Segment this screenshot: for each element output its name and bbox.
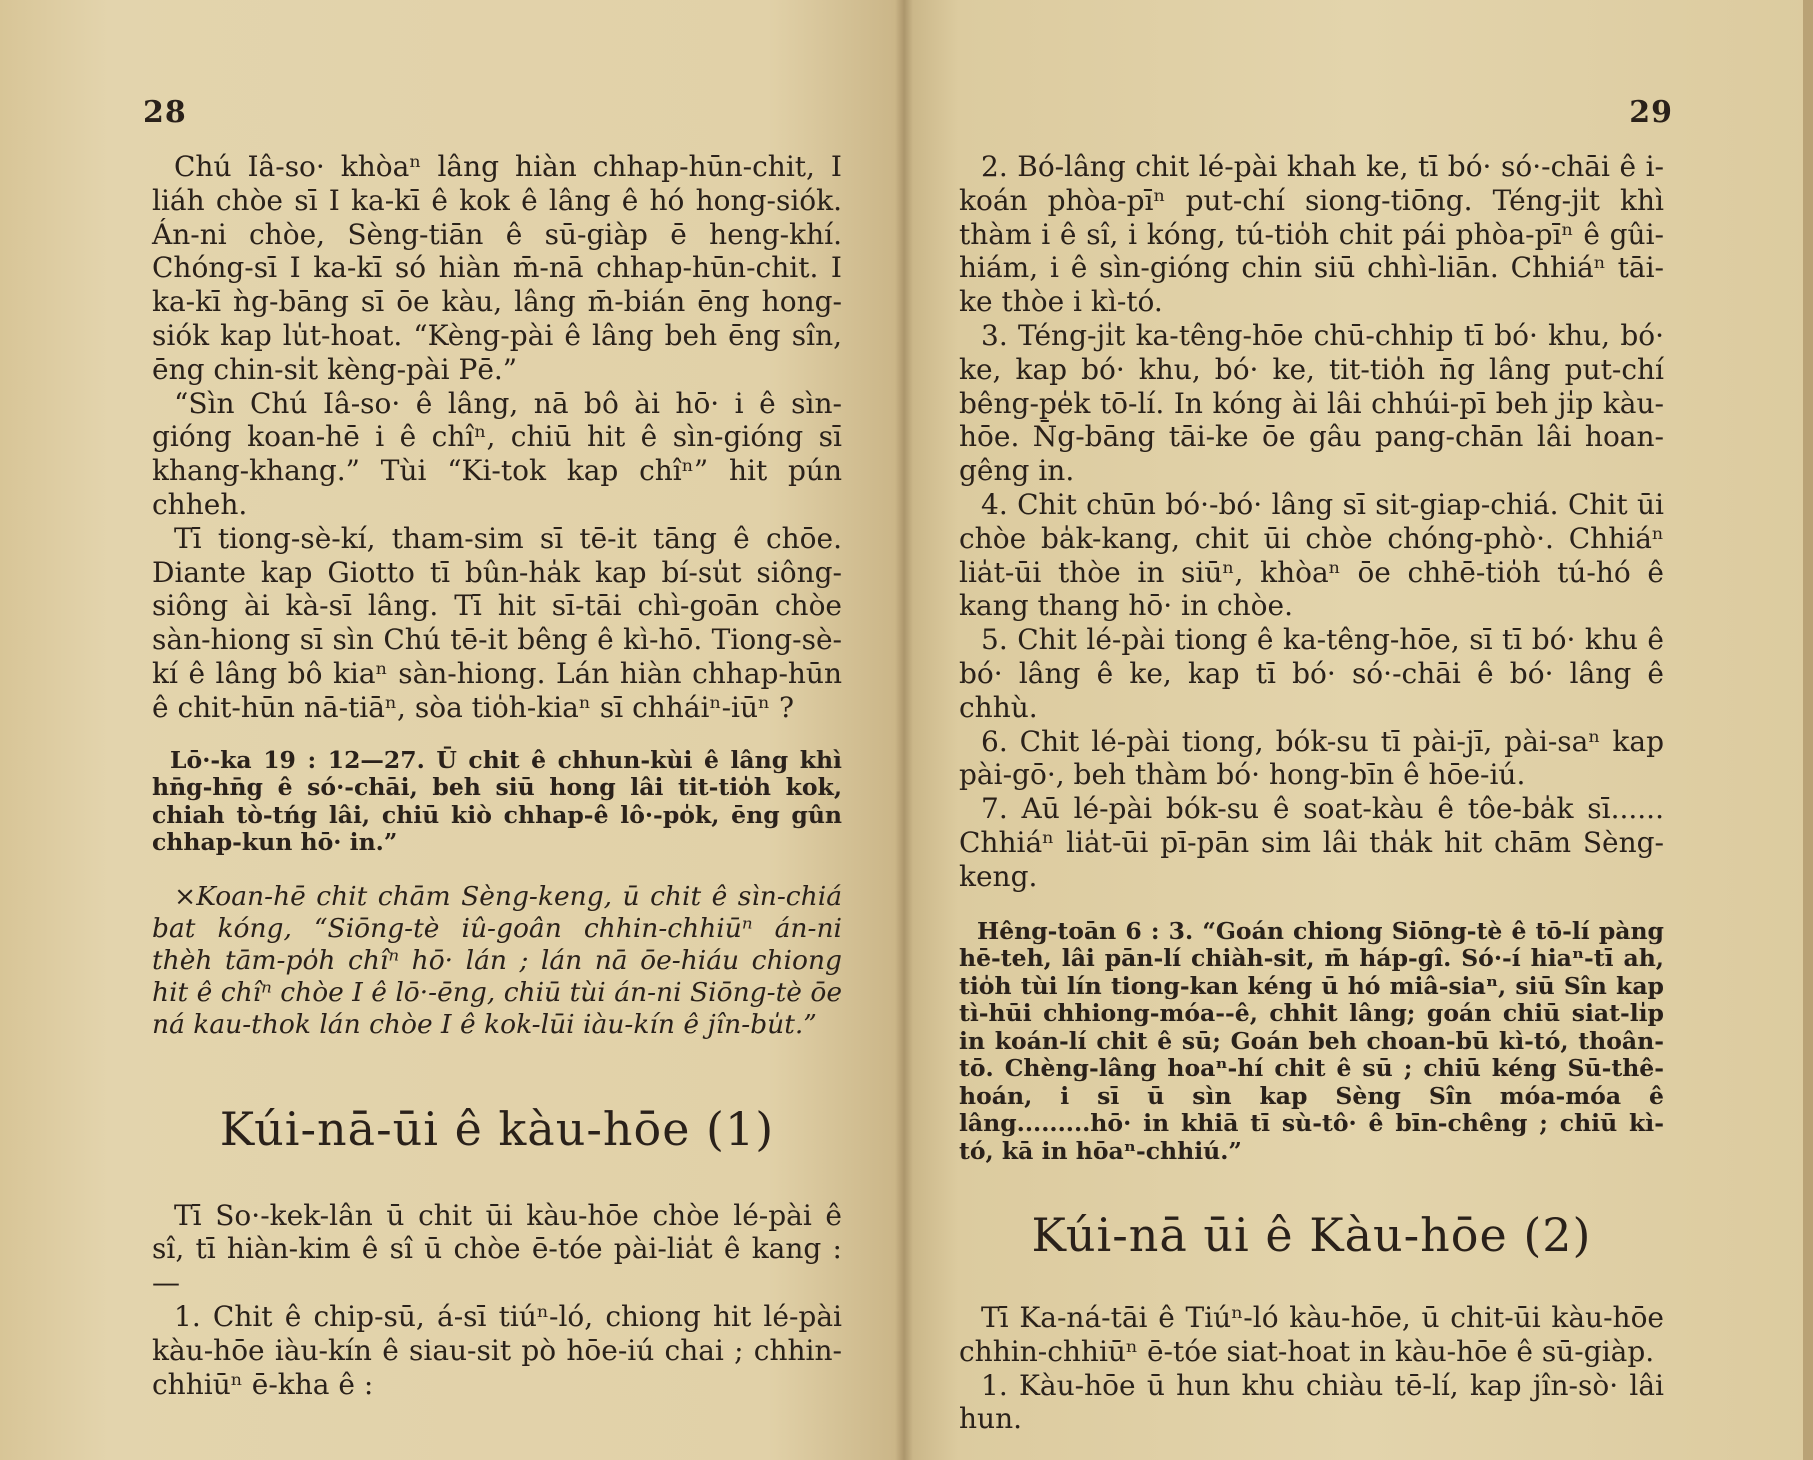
section-title: Kúi-nā ūi ê Kàu-hōe (2) <box>1031 1208 1592 1263</box>
numbered-paragraph: 1. Kàu-hōe ū hun khu chiàu tē-lí, kap jîn-sò· lâi hun. <box>959 1368 1664 1436</box>
left-page <box>0 0 904 1460</box>
italic-note: ×Koan-hē chit chām Sèng-keng, ū chit ê sìn-chiá bat kóng, “Siōng-tè iû-goân chhin-chhiūⁿ án-ni thèh tām-po̍h chîⁿ hō· lán ; lán nā ōe-hiáu chiong hit ê chîⁿ chòe I ê lō·-ēng, chiū tùi án-ni Siōng-tè ōe ná kau-thok lán chòe I ê kok-lūi iàu-kín ê jîn-bu̍t.” <box>152 880 842 1040</box>
right-column <box>959 150 1664 1436</box>
left-column <box>152 150 842 1401</box>
right-page <box>904 0 1813 1460</box>
scripture-reference: Hêng-toān 6 : 3. “Goán chiong Siōng-tè ê tō-lí pàng hē-teh, lâi pān-lí chiàh-sit, m̄ háp-gî. Só·-í hiaⁿ-tī ah, tio̍h tùi lín tiong-kan kéng ū hó miâ-siaⁿ, siū Sîn kap tì-hūi chhiong-móa--ê, chhit lâng; goán chiū siat-li̍p in koán-lí chit ê sū; Goán beh choan-bū kì-tó, thoân-tō. Chèng-lâng hoaⁿ-hí chit ê sū ; chiū kéng Sū-thê-hoán, i sī ū sìn kap Sèng Sîn móa-móa ê lâng.........hō· in khiā tī sù-tô· ê bīn-chêng ; chiū kì-tó, kā in hōaⁿ-chhiú.” <box>959 916 1664 1165</box>
book-gutter <box>895 0 913 1460</box>
scripture-reference: Lō·-ka 19 : 12—27. Ū chit ê chhun-kùi ê lâng khì hn̄g-hn̄g ê só·-chāi, beh siū hong lâi tit-tio̍h kok, chiah tò-tńg lâi, chiū kiò chhap-ê lô·-po̍k, ēng gûn chhap-kun hō· in.” <box>152 745 842 857</box>
numbered-paragraph: 5. Chit lé-pài tiong ê ka-têng-hōe, sī tī bó· khu ê bó· lâng ê ke, kap tī bó· só·-chāi ê bó· lâng ê chhù. <box>959 623 1664 724</box>
page-number: 28 <box>143 95 187 130</box>
paragraph: Tī So·-kek-lân ū chit ūi kàu-hōe chòe lé-pài ê sî, tī hiàn-kim ê sî ū chòe ē-tóe pài-lia̍t ê kang :— <box>152 1198 842 1300</box>
numbered-paragraph: 2. Bó-lâng chit lé-pài khah ke, tī bó· só·-chāi ê i-koán phòa-pīⁿ put-chí siong-tiōng. Téng-ji̍t khì thàm i ê sî, i kóng, tú-tio̍h chit pái phòa-pīⁿ ê gûi-hiám, i ê sìn-gióng chin siū chhì-liān. Chhiáⁿ tāi-ke thòe i kì-tó. <box>959 150 1664 319</box>
numbered-paragraph: 7. Aū lé-pài bók-su ê soat-kàu ê tôe-ba̍k sī...... Chhiáⁿ lia̍t-ūi pī-pān sim lâi tha̍k hit chām Sèng-keng. <box>959 792 1664 893</box>
paragraph: Tī tiong-sè-kí, tham-sim sī tē-it tāng ê chōe. Diante kap Giotto tī bûn-ha̍k kap bí-su̍t siông-siông ài kà-sī lâng. Tī hit sī-tāi chì-goān chòe sàn-hiong sī sìn Chú tē-it bêng ê kì-hō. Tiong-sè-kí ê lâng bô kiaⁿ sàn-hiong. Lán hiàn chhap-hūn ê chit-hūn nā-tiāⁿ, sòa tio̍h-kiaⁿ sī chháiⁿ-iūⁿ ? <box>152 521 842 724</box>
page-number: 29 <box>1629 95 1673 130</box>
numbered-paragraph: 3. Téng-ji̍t ka-têng-hōe chū-chhip tī bó· khu, bó· ke, kap bó· khu, bó· ke, tit-tio̍h n̄g lâng put-chí bêng-pe̍k tō-lí. In kóng ài lâi chhúi-pī beh ji̍p kàu-hōe. N̄g-bāng tāi-ke ōe gâu pang-chān lâi hoan-gêng in. <box>959 318 1664 488</box>
paragraph: Tī Ka-ná-tāi ê Tiúⁿ-ló kàu-hōe, ū chit-ūi kàu-hōe chhin-chhiūⁿ ē-tóe siat-hoat in kàu-hōe ê sū-giàp. <box>959 1301 1664 1368</box>
numbered-paragraph: 6. Chit lé-pài tiong, bók-su tī pài-jī, pài-saⁿ kap pài-gō·, beh thàm bó· hong-bīn ê hōe-iú. <box>959 724 1664 792</box>
paragraph: “Sìn Chú Iâ-so· ê lâng, nā bô ài hō· i ê sìn-gióng koan-hē i ê chîⁿ, chiū hit ê sìn-gióng sī khang-khang.” Tùi “Ki-tok kap chîⁿ” hit pún chheh. <box>152 386 842 521</box>
section-title: Kúi-nā-ūi ê kàu-hōe (1) <box>219 1101 775 1156</box>
numbered-paragraph: 1. Chit ê chip-sū, á-sī tiúⁿ-ló, chiong hit lé-pài kàu-hōe iàu-kín ê siau-sit pò hōe-iú chai ; chhin-chhiūⁿ ē-kha ê : <box>152 1299 842 1401</box>
numbered-paragraph: 4. Chit chūn bó·-bó· lâng sī sit-giap-chiá. Chit ūi chòe ba̍k-kang, chit ūi chòe chóng-phò·. Chhiáⁿ lia̍t-ūi thòe in siūⁿ, khòaⁿ ōe chhē-tio̍h tú-hó ê kang thang hō· in chòe. <box>959 487 1664 623</box>
paragraph: Chú Iâ-so· khòaⁿ lâng hiàn chhap-hūn-chit, I liáh chòe sī I ka-kī ê kok ê lâng ê hó hong-siók. Án-ni chòe, Sèng-tiān ê sū-giàp ē heng-khí. Chóng-sī I ka-kī só hiàn m̄-nā chhap-hūn-chit. I ka-kī ǹg-bāng sī ōe kàu, lâng m̄-bián ēng hong-siók kap lu̍t-hoat. “Kèng-pài ê lâng beh ēng sîn, ēng chin-si̍t kèng-pài Pē.” <box>152 150 842 386</box>
page-edge <box>1803 0 1813 1460</box>
